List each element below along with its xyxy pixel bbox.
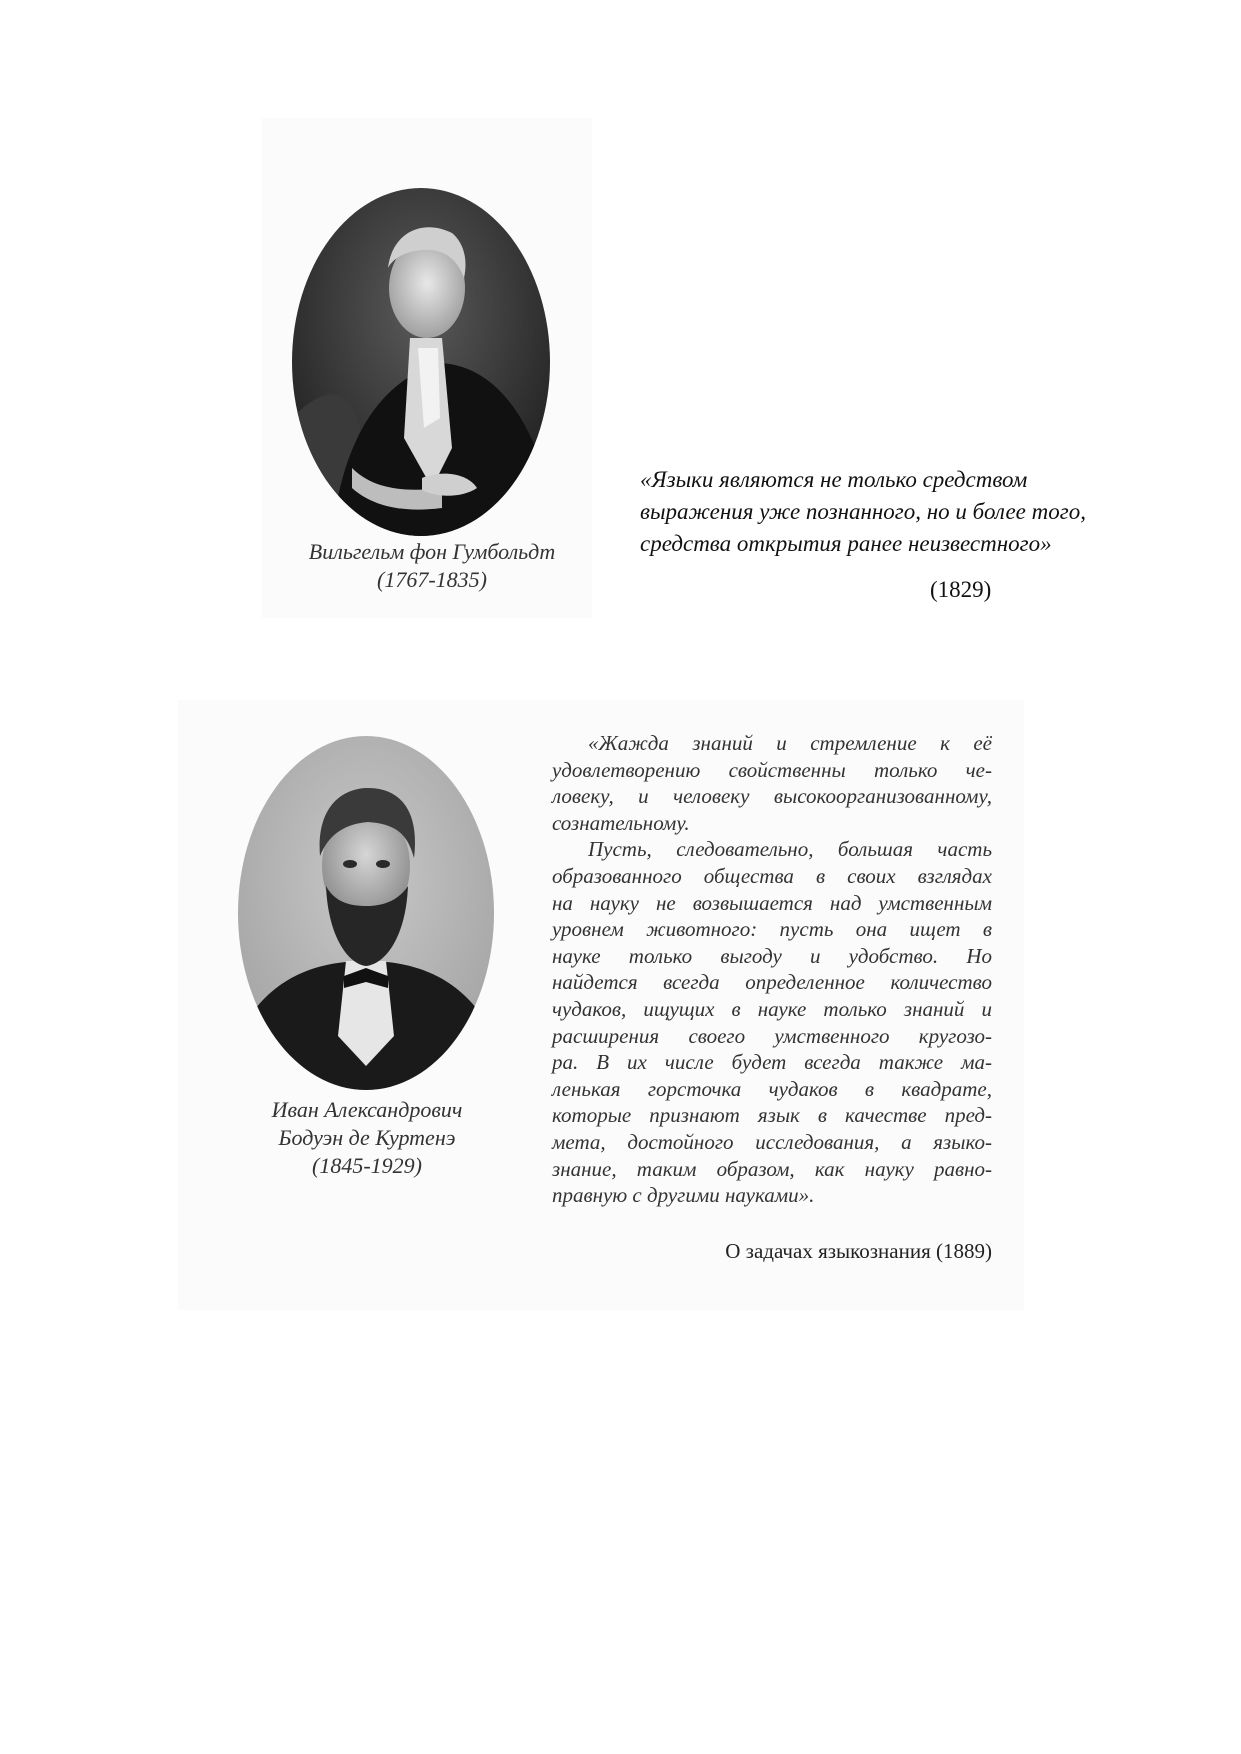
baudouin-quote [552, 730, 992, 1209]
quote-line: сознательному. [552, 810, 690, 835]
quote-line: чудаков, ищущих в науке только знаний и [552, 996, 992, 1021]
humboldt-portrait [292, 188, 550, 536]
quote-line: мета, достойного исследования, а языко- [552, 1129, 992, 1154]
quote-line: ловеку, и человеку высокоорганизованному, [552, 784, 992, 809]
baudouin-dates: (1845-1929) [312, 1153, 422, 1178]
quote-line: ра. В их числе будет всегда также ма- [552, 1050, 992, 1075]
quote-line: Пусть, следовательно, большая часть [588, 837, 992, 862]
quote-line: средства открытия ранее неизвестного» [640, 531, 1052, 556]
quote-line: «Жажда знаний и стремление к её [588, 731, 992, 755]
humboldt-dates: (1767-1835) [377, 567, 487, 592]
quote-line: ленькая горсточка чудаков в квадрате, [552, 1076, 992, 1101]
quote-line: на науку не возвышается над умственным [552, 890, 992, 915]
baudouin-name-last: Бодуэн де Куртенэ [278, 1125, 456, 1150]
quote-line: которые признают язык в качестве пред- [552, 1103, 992, 1128]
humboldt-name: Вильгельм фон Гумбольдт [308, 539, 556, 564]
quote-line: удовлетворению свойственны только че- [552, 757, 992, 782]
quote-line: найдется всегда определенное количество [552, 970, 992, 995]
baudouin-portrait [238, 736, 494, 1090]
humboldt-portrait-image [292, 188, 550, 536]
quote-line: правную с другими науками». [552, 1183, 815, 1208]
baudouin-name-first: Иван Александрович [271, 1097, 463, 1122]
humboldt-quote [640, 464, 1150, 560]
quote-line: науке только выгоду и удобство. Но [552, 943, 992, 968]
quote-line: «Языки являются не только средством [640, 467, 1028, 492]
humboldt-caption [282, 538, 582, 594]
baudouin-caption [232, 1096, 502, 1180]
baudouin-portrait-image [238, 736, 494, 1090]
quote-line: выражения уже познанного, но и более того, [640, 499, 1086, 524]
baudouin-quote-source: О задачах языкознания (1889) [725, 1239, 992, 1263]
humboldt-quote-year: (1829) [930, 577, 992, 602]
quote-line: расширения своего умственного кругозо- [552, 1023, 992, 1048]
quote-line: знание, таким образом, как науку равно- [552, 1156, 992, 1181]
quote-line: уровнем животного: пусть она ищет в [552, 917, 992, 942]
quote-line: образованного общества в своих взглядах [552, 863, 992, 888]
